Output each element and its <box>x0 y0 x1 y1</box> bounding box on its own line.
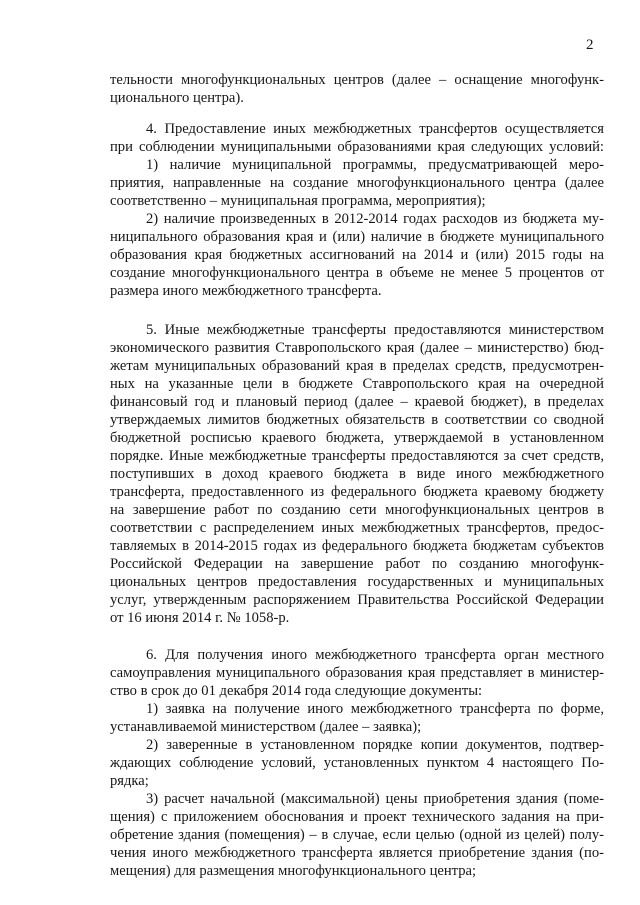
text-line: приятия, направленные на создание многофункционального центра (далее <box>110 175 604 191</box>
text-line: 1) наличие муниципальной программы, предусматривающей меро- <box>146 157 604 173</box>
text-line: образования края бюджетных ассигнований на 2014 и (или) 2015 годы на <box>110 247 604 263</box>
text-line: экономического развития Ставропольского края (далее – министерство) бюд- <box>110 340 604 356</box>
text-line: 3) расчет начальной (максимальной) цены приобретения здания (поме- <box>146 791 604 807</box>
text-line: 2) заверенные в установленном порядке копии документов, подтвер- <box>146 737 604 753</box>
text-line: ционального центра). <box>110 90 244 106</box>
text-line: самоуправления муниципального образования края представляет в министер- <box>110 665 604 681</box>
text-line: мещения) для размещения многофункционального центра; <box>110 863 477 879</box>
text-line: тельности многофункциональных центров (далее – оснащение многофунк- <box>110 72 604 88</box>
text-line: трансферта, предоставленного из федерального бюджета краевому бюджету <box>110 484 604 500</box>
text-line: поступивших в доход краевого бюджета в виде иного межбюджетного <box>110 466 604 482</box>
text-line: на завершение работ по созданию сети многофункциональных центров в <box>110 502 604 518</box>
text-line: ниципального образования края и (или) наличие в бюджете муниципального <box>110 229 604 245</box>
text-line: 5. Иные межбюджетные трансферты предоставляются министерством <box>146 322 604 338</box>
text-line: утверждаемых лимитов бюджетных обязательств в соответствии со сводной <box>110 412 604 428</box>
text-line: создание многофункционального центра в объеме не менее 5 процентов от <box>110 265 604 281</box>
text-line: размера иного межбюджетного трансферта. <box>110 283 382 299</box>
text-line: тавляемых в 2014-2015 годах из федерального бюджета бюджетам субъектов <box>110 538 604 554</box>
text-line: 1) заявка на получение иного межбюджетного трансферта по форме, <box>146 701 604 717</box>
text-line: ных на указанные цели в бюджете Ставропольского края на очередной <box>110 376 604 392</box>
text-line: щения) с приложением обоснования и проект технического задания на при- <box>110 809 604 825</box>
text-line: жетам муниципальных образований края в пределах средств, предусмотрен- <box>110 358 604 374</box>
text-line: от 16 июня 2014 г. № 1058-р. <box>110 610 290 626</box>
text-line: при соблюдении муниципальными образованиями края следующих условий: <box>110 139 604 155</box>
text-line: 4. Предоставление иных межбюджетных трансфертов осуществляется <box>146 121 604 137</box>
text-line: финансовый год и плановый период (далее – краевой бюджет), в пределах <box>110 394 604 410</box>
text-line: бюджетной росписью краевого бюджета, утверждаемой в установленном <box>110 430 604 446</box>
text-line: обретение здания (помещения) – в случае, если целью (одной из целей) полу- <box>110 827 604 843</box>
text-line: ство в срок до 01 декабря 2014 года следующие документы: <box>110 683 483 699</box>
text-line: Российской Федерации на завершение работ по созданию многофунк- <box>110 556 604 572</box>
text-line: 6. Для получения иного межбюджетного трансферта орган местного <box>146 647 604 663</box>
text-line: соответственно – муниципальная программа, мероприятия); <box>110 193 486 209</box>
text-line: циональных центров предоставления государственных и муниципальных <box>110 574 604 590</box>
text-line: услуг, утвержденным распоряжением Правительства Российской Федерации <box>110 592 604 608</box>
text-line: порядке. Иные межбюджетные трансферты предоставляются за счет средств, <box>110 448 604 464</box>
text-line: соответствии с распределением иных межбюджетных трансфертов, предос- <box>110 520 604 536</box>
text-line: чения иного межбюджетного трансферта является приобретение здания (по- <box>110 845 604 861</box>
text-line: 2) наличие произведенных в 2012-2014 годах расходов из бюджета му- <box>146 211 604 227</box>
text-line: устанавливаемой министерством (далее – заявка); <box>110 719 422 735</box>
text-line: ждающих соблюдение условий, установленных пунктом 4 настоящего По- <box>110 755 604 771</box>
page-number: 2 <box>586 37 594 53</box>
text-line: рядка; <box>110 773 149 789</box>
